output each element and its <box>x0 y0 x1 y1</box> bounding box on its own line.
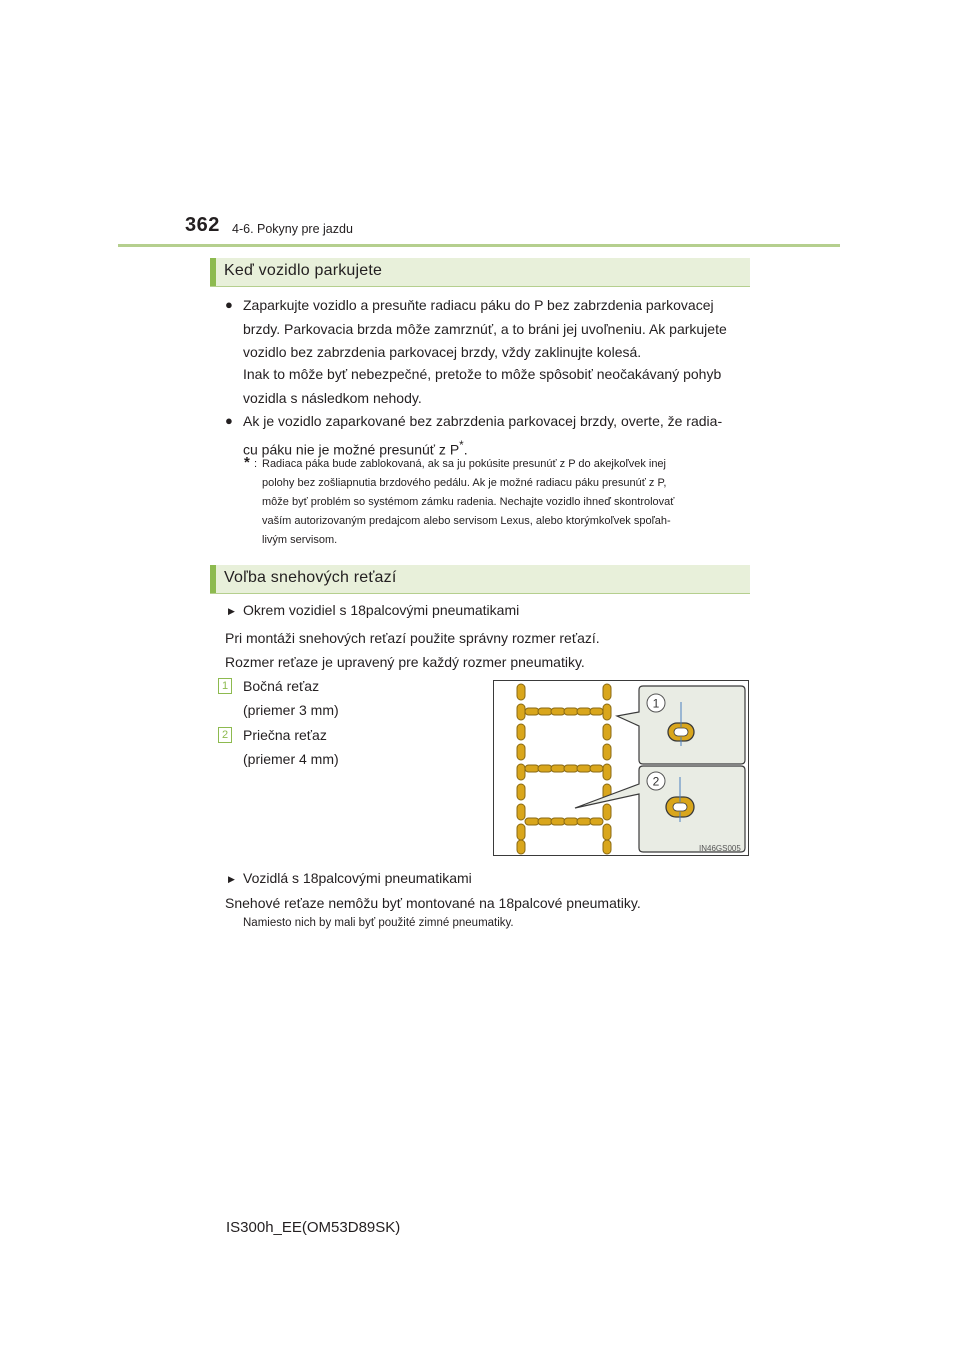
bullet-icon: ● <box>225 297 233 312</box>
text-line: Ak je vozidlo zaparkované bez zabrzdenia parkovacej brzdy, overte, že radia- <box>243 413 723 429</box>
text-line: vozidla s následkom nehody. <box>243 389 422 406</box>
text-line: Pri montáži snehových reťazí použite správny rozmer reťazí. <box>225 630 600 646</box>
callout-number-1: 1 <box>652 696 660 711</box>
heading-accent-bar <box>210 258 216 286</box>
cross-chain-middle <box>525 765 603 772</box>
page-number: 362 <box>185 214 220 236</box>
text-line: Rozmer reťaze je upravený pre každý rozmer pneumatiky. <box>225 653 585 670</box>
text-line-part: cu páku nie je možné presunúť z P <box>243 441 460 458</box>
triangle-icon: ▶ <box>228 606 235 616</box>
item-detail: (priemer 4 mm) <box>243 750 339 767</box>
parking-bullet-1-continuation <box>243 363 749 410</box>
item-name: Bočná reťaz <box>243 678 320 694</box>
section-title: 4-6. Pokyny pre jazdu <box>232 222 353 236</box>
callout-number-2: 2 <box>652 774 660 789</box>
item-cross-chain <box>243 724 473 771</box>
cross-chain-bottom <box>525 818 603 825</box>
model-code-footer: IS300h_EE(OM53D89SK) <box>226 1219 401 1236</box>
text-line: polohy bez zošliapnutia brzdového pedálu. Ak je možné radiacu páku presunúť z P, <box>262 477 667 489</box>
bullet-icon: ● <box>225 413 233 428</box>
item-detail: (priemer 3 mm) <box>243 701 339 718</box>
text-line: môže byť problém so systémom zámku radenia. Nechajte vozidlo ihneď skontrolovať <box>262 496 675 508</box>
side-chain-left <box>517 684 525 854</box>
figure-code: IN46GS005 <box>699 844 741 853</box>
heading-accent-bar <box>210 565 216 593</box>
side-chain-right <box>603 684 611 854</box>
item-name: Priečna reťaz <box>243 727 327 743</box>
parking-bullet-1 <box>243 294 749 365</box>
snow-chain-illustration <box>493 680 749 856</box>
item-number-2: 2 <box>218 727 232 743</box>
section-heading-title: Voľba snehových reťazí <box>224 569 397 586</box>
parking-bullet-2 <box>243 410 749 462</box>
text-line: cu páku nie je možné presunúť z P*. <box>243 438 468 458</box>
footnote-marker: * <box>244 454 250 471</box>
triangle-icon: ▶ <box>228 874 235 884</box>
text-line: vozidlo bez zabrzdenia parkovacej brzdy, vždy zaklinujte kolesá. <box>243 344 642 360</box>
footnote-colon: : <box>254 458 258 470</box>
text-line: livým servisom. <box>262 534 338 546</box>
case-label-18-inch: Vozidlá s 18palcovými pneumatikami <box>243 870 472 886</box>
header-divider <box>118 244 840 247</box>
text-line: Radiaca páka bude zablokovaná, ak sa ju pokúsite presunúť z P do akejkoľvek inej <box>262 458 666 470</box>
section-heading-parking <box>210 258 750 287</box>
item-number-1: 1 <box>218 678 232 694</box>
section-heading-snow-chains <box>210 565 750 594</box>
text-line: vaším autorizovaným predajcom alebo servisom Lexus, alebo ktorýmkoľvek spoľah- <box>262 515 671 527</box>
footnote-ref: * <box>459 438 464 452</box>
no-chains-statement: Snehové reťaze nemôžu byť montované na 18palcové pneumatiky. <box>225 895 641 911</box>
chain-size-instructions <box>225 627 749 674</box>
cross-chain-top <box>525 708 603 715</box>
text-line: brzdy. Parkovacia brzda môže zamrznúť, a to bráni jej uvoľneniu. Ak parkujete <box>243 320 727 337</box>
text-line: Inak to môže byť nebezpečné, pretože to môže spôsobiť neočakávaný pohyb <box>243 366 722 382</box>
snow-chain-svg <box>493 680 749 856</box>
winter-tire-note: Namiesto nich by mali byť použité zimné pneumatiky. <box>243 917 514 929</box>
footnote-text <box>262 455 749 550</box>
item-side-chain <box>243 675 473 722</box>
text-line: Zaparkujte vozidlo a presuňte radiacu páku do P bez zabrzdenia parkovacej <box>243 297 714 313</box>
case-label-non-18-inch: Okrem vozidiel s 18palcovými pneumatikami <box>243 602 520 618</box>
section-heading-title: Keď vozidlo parkujete <box>224 262 383 279</box>
